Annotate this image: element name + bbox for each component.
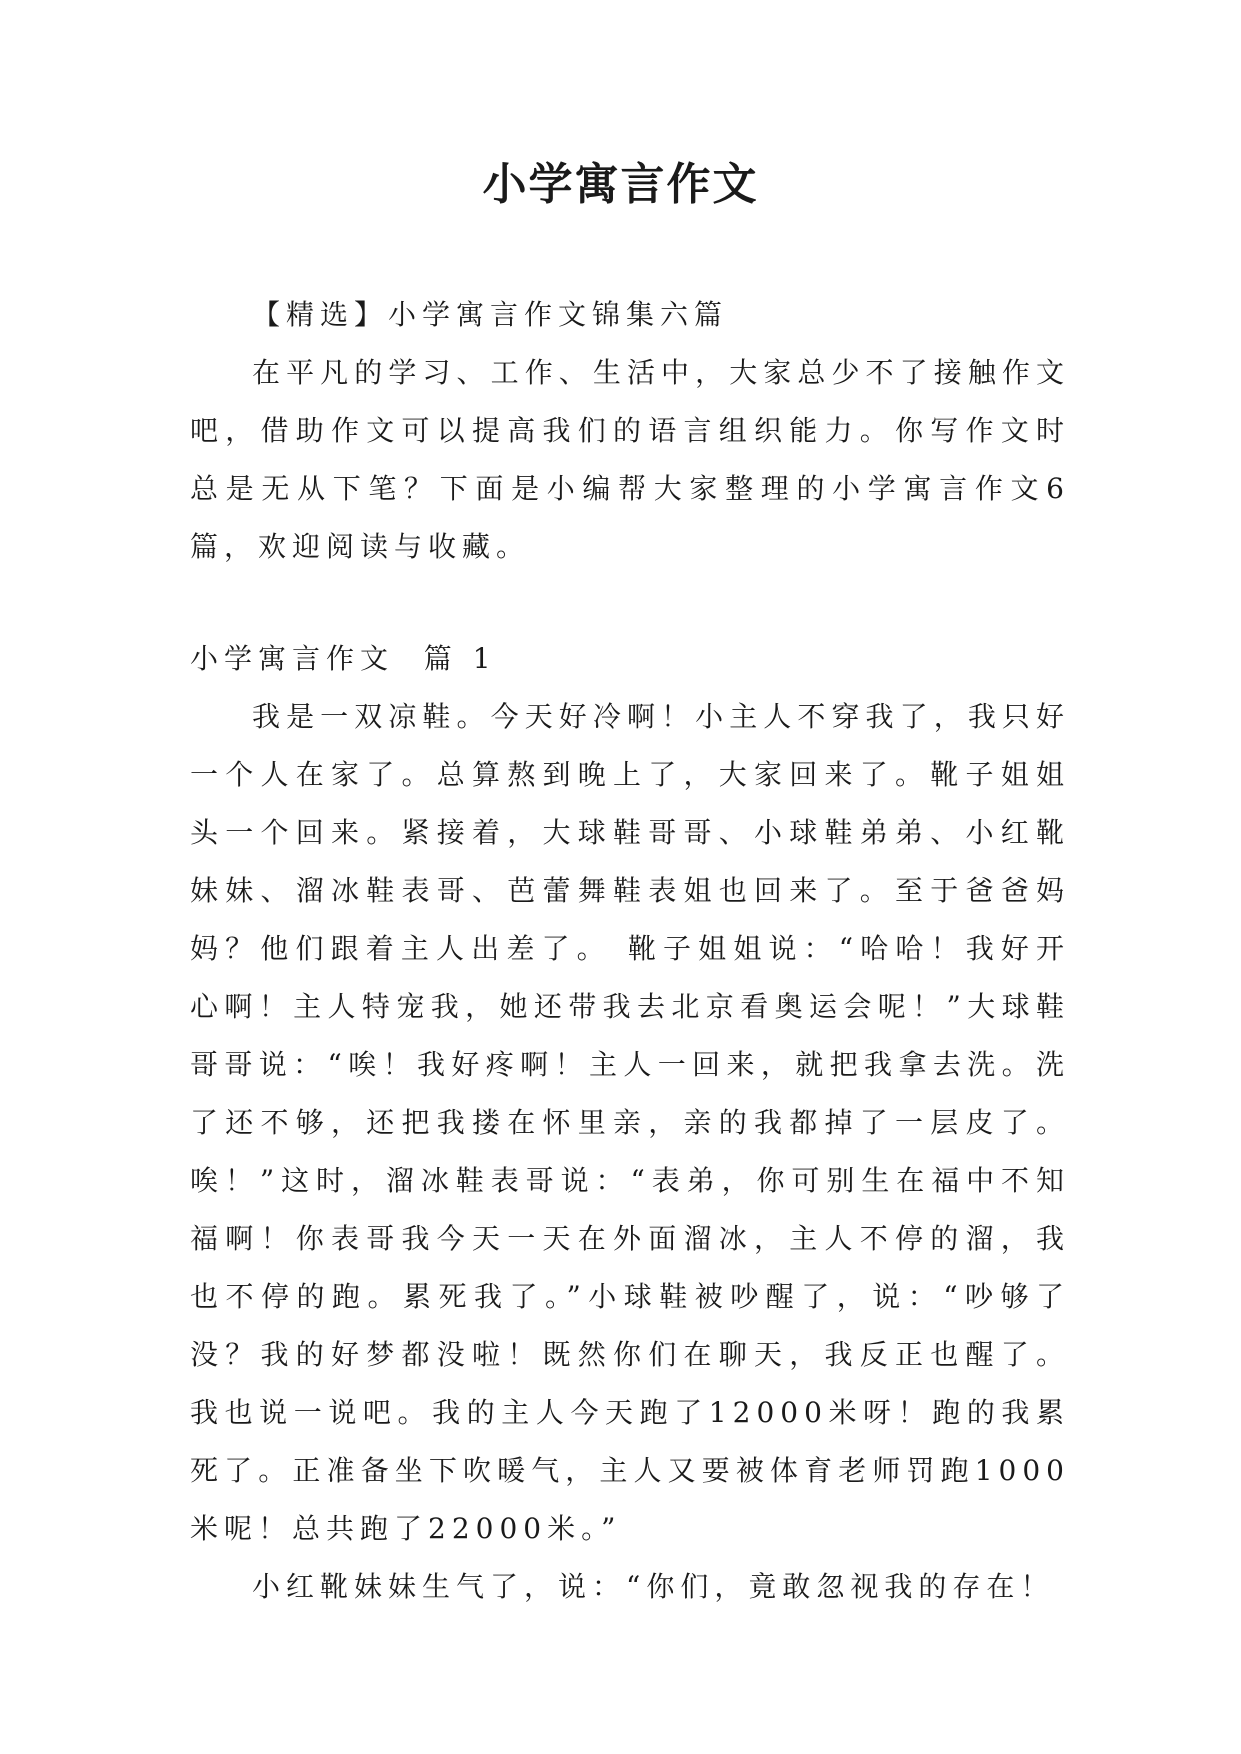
section-heading: 小学寓言作文 篇 1 [190, 642, 497, 675]
intro-paragraph: 在平凡的学习、工作、生活中，大家总少不了接触作文吧，借助作文可以提高我们的语言组织能力。你写作文时总是无从下笔？下面是小编帮大家整理的小学寓言作文6篇，欢迎阅读与收藏。 [190, 356, 1070, 563]
document-subtitle: 【精选】小学寓言作文锦集六篇 [252, 298, 729, 331]
story-paragraph: 小红靴妹妹生气了，说：“你们，竟敢忽视我的存在！ [252, 1570, 1055, 1603]
document-title: 小学寓言作文 [482, 159, 759, 210]
story-paragraph: 我是一双凉鞋。今天好冷啊！小主人不穿我了，我只好一个人在家了。总算熬到晚上了，大家回来了。靴子姐姐头一个回来。紧接着，大球鞋哥哥、小球鞋弟弟、小红靴妹妹、溜冰鞋表哥、芭蕾舞鞋表姐也回来了。至于爸爸妈妈？他们跟着主人出差了。 靴子姐姐说：“哈哈！我好开心啊！主人特宠我，她还带我去北京看奥运会呢！”大球鞋哥哥说：“唉！我好疼啊！主人一回来，就把我拿去洗。洗了还不够，还把我搂在怀里亲，亲的我都掉了一层皮了。唉！”这时，溜冰鞋表哥说：“表弟，你可别生在福中不知福啊！你表哥我今天一天在外面溜冰，主人不停的溜，我也不停的跑。累死我了。”小球鞋被吵醒了，说：“吵够了没？我的好梦都没啦！既然你们在聊天，我反正也醒了。我也说一说吧。我的主人今天跑了12000米呀！跑的我累死了。正准备坐下吹暖气，主人又要被体育老师罚跑1000米呢！总共跑了22000米。” [190, 700, 1070, 1545]
document-body [190, 286, 1070, 1616]
